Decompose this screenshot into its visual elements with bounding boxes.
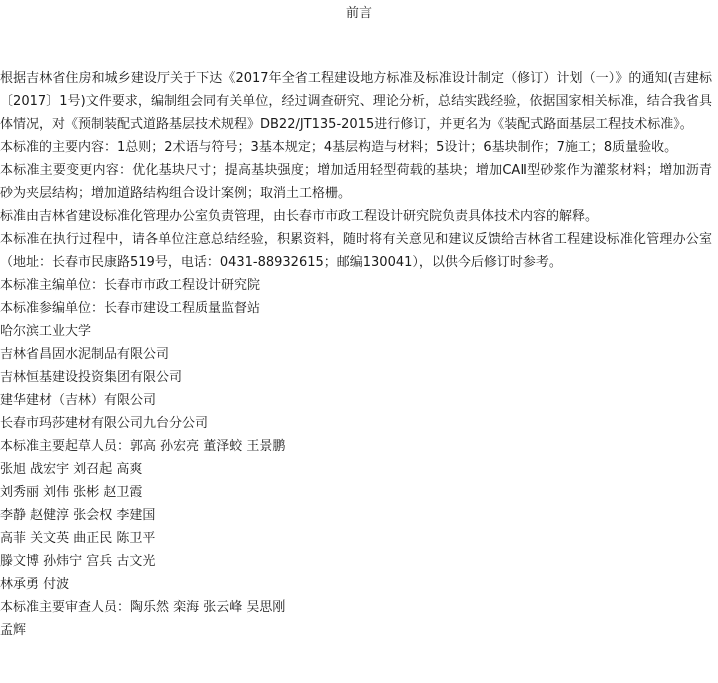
drafters-line: 本标准主要起草人员：郭高 孙宏亮 董泽蛟 王景鹏 [0, 439, 286, 454]
reviewers-line: 本标准主要审查人员：陶乐然 栾海 张云峰 吴思刚 [0, 600, 286, 615]
paragraph-main-changes: 本标准主要变更内容：优化基块尺寸；提高基块强度；增加适用轻型荷载的基块；增加CAⅡ型砂浆作为灌浆材料；增加沥青砂为夹层结构；增加道路结构组合设计案例；取消土工格栅。 [0, 163, 712, 201]
chief-editor-unit: 本标准主编单位：长春市市政工程设计研究院 [0, 278, 261, 293]
drafters-line: 高菲 关文英 曲正民 陈卫平 [0, 531, 156, 546]
document-title: 前言 [345, 6, 372, 21]
participating-unit: 吉林恒基建设投资集团有限公司 [0, 370, 183, 385]
participating-unit: 建华建材（吉林）有限公司 [0, 393, 157, 408]
drafters-line: 张旭 战宏宇 刘召起 高爽 [0, 462, 143, 477]
participating-unit: 本标准参编单位：长春市建设工程质量监督站 [0, 301, 261, 316]
paragraph-background: 根据吉林省住房和城乡建设厅关于下达《2017年全省工程建设地方标准及标准设计制定（修订）计划（一）》的通知(吉建标〔2017〕1号)文件要求，编制组会同有关单位，经过调查研究、理论分析，总结实践经验，依据国家相关标准，结合我省具体情况，对《预制装配式道路基层技术规程》DB22/JT135-2015进行修订，并更名为《装配式路面基层工程技术标准》。 [0, 71, 712, 132]
drafters-line: 林承勇 付波 [0, 577, 70, 592]
reviewers-line: 孟辉 [0, 623, 27, 638]
document-body [0, 67, 712, 642]
drafters-line: 李静 赵健淳 张会权 李建国 [0, 508, 156, 523]
participating-unit: 长春市玛莎建材有限公司九台分公司 [0, 416, 209, 431]
participating-unit: 吉林省昌固水泥制品有限公司 [0, 347, 170, 362]
drafters-line: 滕文博 孙炜宁 宫兵 古文光 [0, 554, 156, 569]
participating-unit: 哈尔滨工业大学 [0, 324, 92, 339]
paragraph-main-contents: 本标准的主要内容：1总则；2术语与符号；3基本规定；4基层构造与材料；5设计；6基块制作；7施工；8质量验收。 [0, 140, 678, 155]
paragraph-feedback: 本标准在执行过程中，请各单位注意总结经验，积累资料，随时将有关意见和建议反馈给吉林省工程建设标准化管理办公室（地址：长春市民康路519号，电话：0431-88932615；邮编130041），以供今后修订时参考。 [0, 232, 712, 270]
drafters-line: 刘秀丽 刘伟 张彬 赵卫霞 [0, 485, 143, 500]
paragraph-management: 标准由吉林省建设标准化管理办公室负责管理，由长春市市政工程设计研究院负责具体技术内容的解释。 [0, 209, 599, 224]
